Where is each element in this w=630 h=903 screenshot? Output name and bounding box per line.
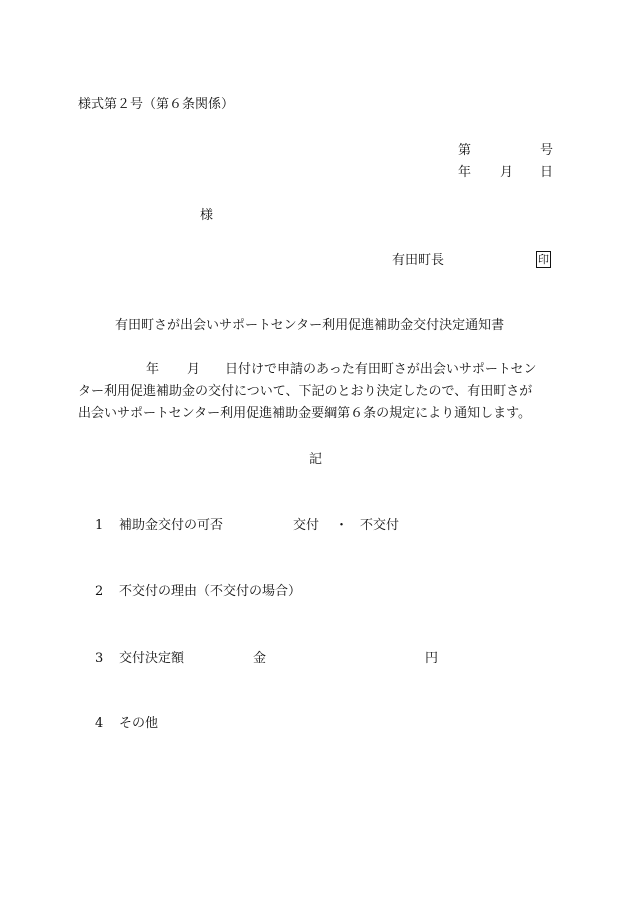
item-label: 交付決定額 — [119, 651, 185, 666]
body-year: 年 — [146, 362, 160, 377]
body-month: 月 — [187, 362, 201, 377]
date-year: 年 — [458, 165, 472, 180]
body-line3: 出会いサポートセンター利用促進補助金要綱第６条の規定により通知します。 — [78, 406, 532, 421]
seal-stamp: 印 — [538, 253, 549, 266]
item-number: 2 — [95, 584, 104, 599]
item-label: 補助金交付の可否 — [119, 518, 224, 533]
ki-heading: 記 — [309, 452, 323, 467]
option-separator: ・ — [335, 518, 349, 533]
doc-number-go: 号 — [540, 143, 554, 158]
item-label: 不交付の理由（不交付の場合） — [119, 584, 302, 599]
amount-en: 円 — [425, 651, 439, 666]
body-line1: 日付けで申請のあった有田町さが出会いサポートセン — [225, 362, 537, 377]
amount-kin: 金 — [253, 651, 267, 666]
item-label: その他 — [119, 716, 159, 731]
document-title: 有田町さが出会いサポートセンター利用促進補助金交付決定通知書 — [115, 318, 505, 333]
issuer-name: 有田町長 — [392, 253, 445, 268]
item-number: 3 — [95, 651, 104, 666]
seal-mark — [536, 251, 551, 268]
doc-number-dai: 第 — [458, 143, 472, 158]
body-line2: ター利用促進補助金の交付について、下記のとおり決定したので、有田町さが — [78, 384, 533, 399]
option-koufu: 交付 — [293, 518, 320, 533]
item-number: 1 — [95, 518, 104, 533]
date-month: 月 — [500, 165, 514, 180]
option-fukoufu: 不交付 — [360, 518, 400, 533]
addressee-sama: 様 — [200, 208, 214, 223]
form-number: 様式第２号（第６条関係） — [78, 97, 235, 112]
date-day: 日 — [540, 165, 554, 180]
item-number: 4 — [95, 716, 104, 731]
